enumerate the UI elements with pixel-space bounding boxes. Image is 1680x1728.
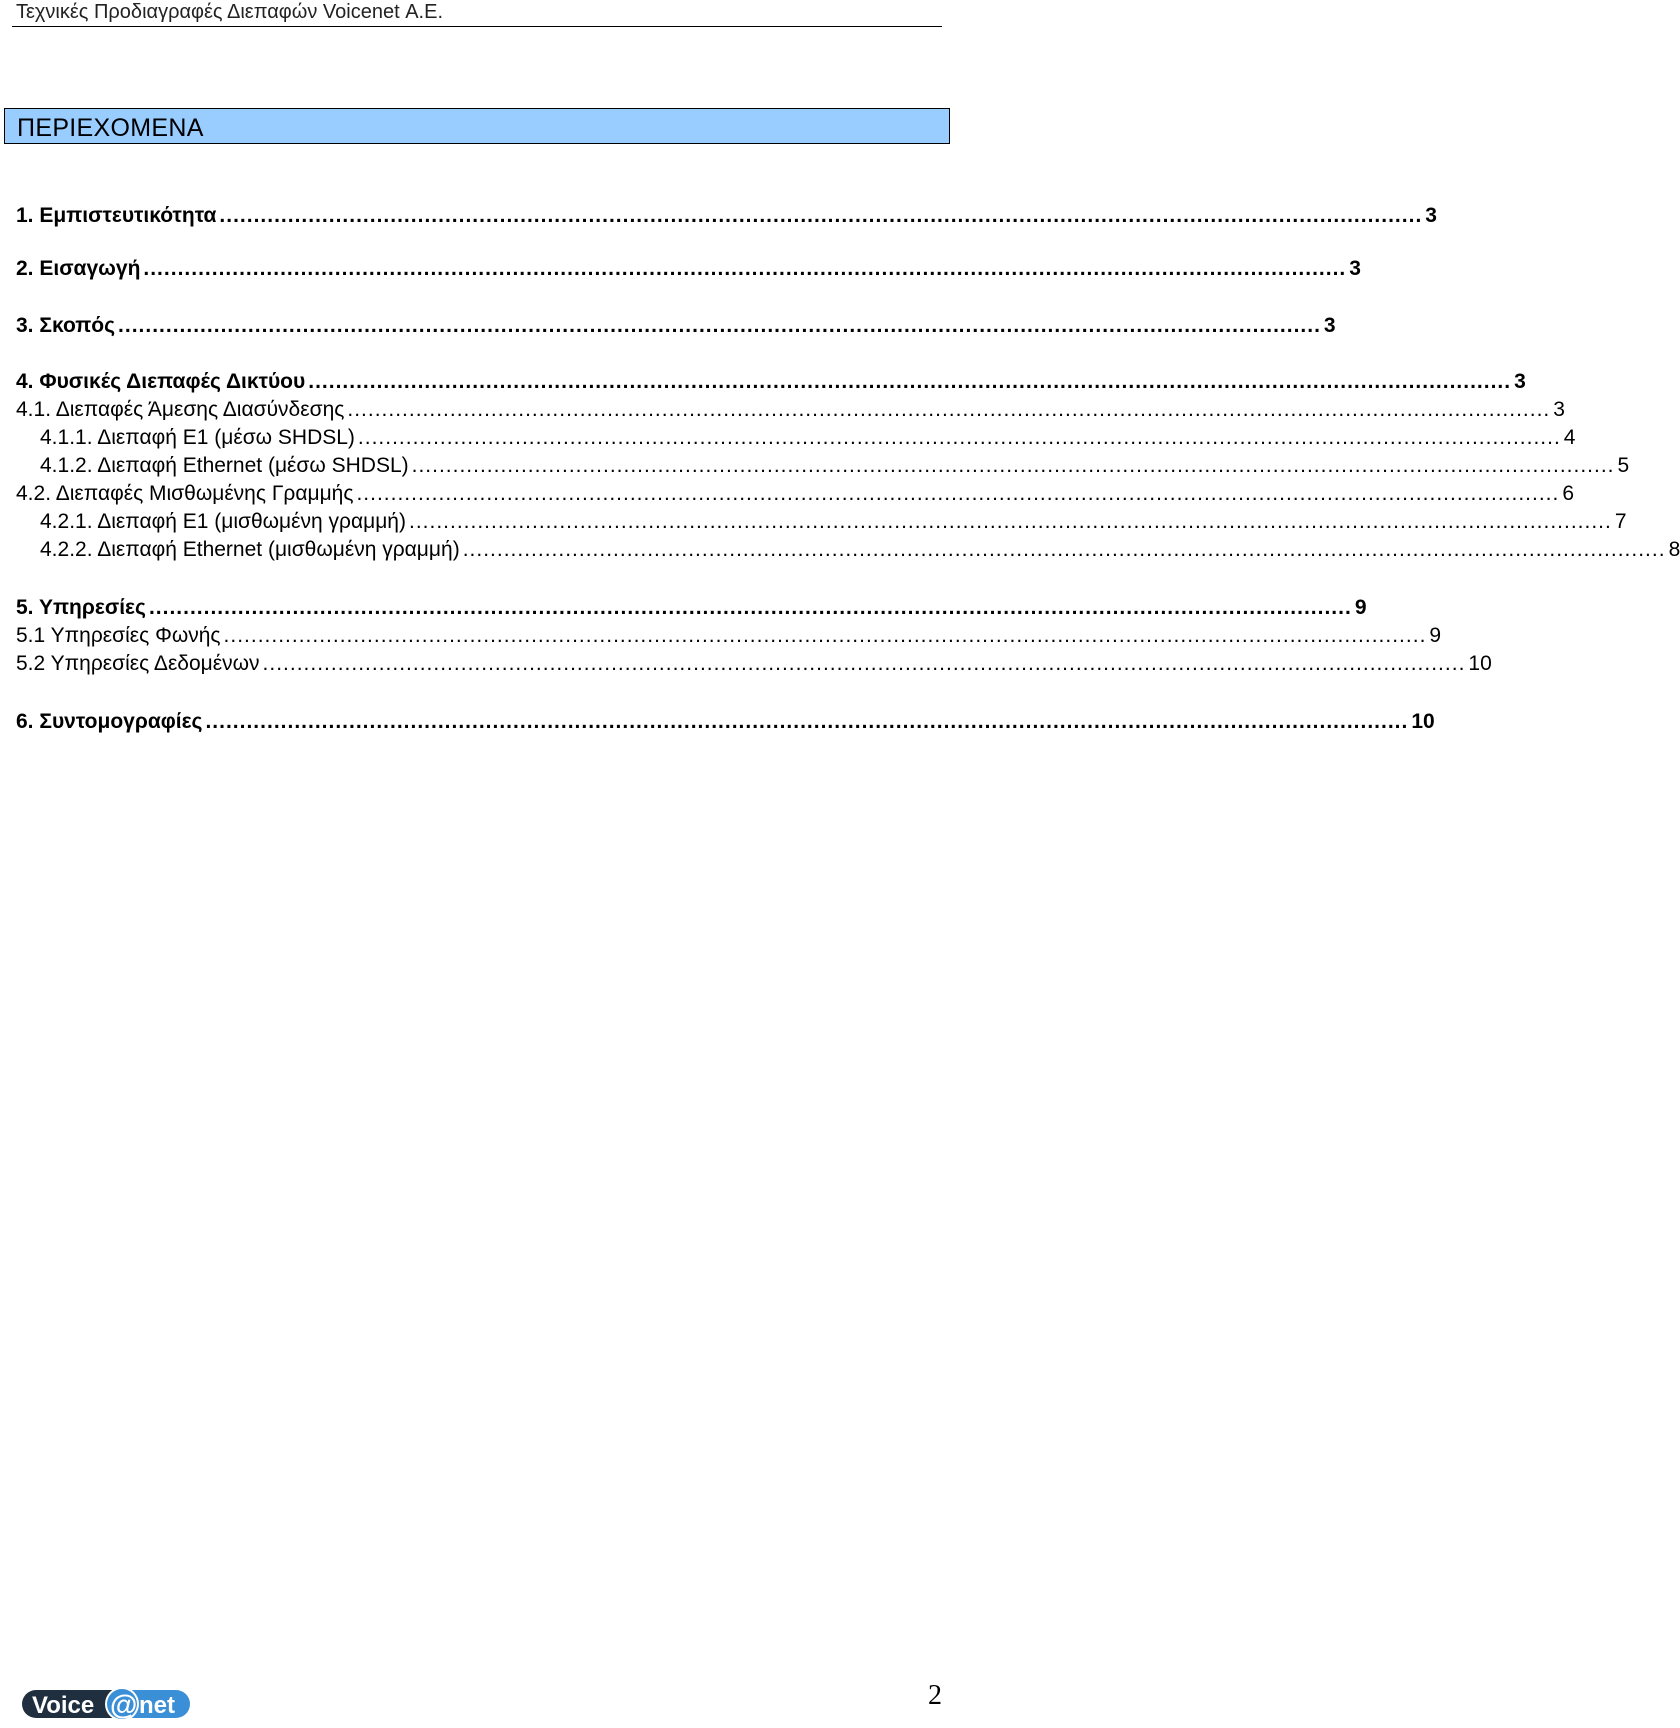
- toc-leader: ................................................................................................................................................................................: [148, 596, 1352, 619]
- toc-entry-text: 6. Συντομογραφίες: [16, 710, 203, 733]
- toc-leader: ................................................................................................................................................................................: [143, 257, 1347, 280]
- toc-leader: ................................................................................................................................................................................: [223, 624, 1427, 647]
- toc-entry-page: 3: [1514, 370, 1526, 393]
- document-title: Τεχνικές Προδιαγραφές Διεπαφών Voicenet Α.Ε.: [16, 1, 444, 23]
- toc-entry[interactable]: [16, 364, 1526, 394]
- toc-entry-text: 4.1.1. Διεπαφή E1 (μέσω SHDSL): [40, 426, 355, 449]
- toc-leader: ................................................................................................................................................................................: [205, 710, 1409, 733]
- toc-leader: ................................................................................................................................................................................: [308, 370, 1512, 393]
- toc-title: ΠΕΡΙΕΧΟΜΕΝΑ: [17, 114, 204, 142]
- toc-entry[interactable]: [16, 618, 1442, 648]
- page-header: [12, 0, 942, 27]
- toc-entry-page: 4: [1563, 426, 1576, 449]
- toc-entry-page: 8: [1668, 538, 1680, 561]
- logo-text-voice: Voice: [32, 1692, 95, 1719]
- toc-entry-text: 4.2. Διεπαφές Μισθωμένης Γραμμής: [16, 482, 354, 505]
- toc-entry-page: 3: [1349, 257, 1361, 280]
- toc-entry[interactable]: [16, 704, 1435, 734]
- toc-entry-text: 4.1.2. Διεπαφή Ethernet (μέσω SHDSL): [40, 454, 409, 477]
- toc-entry[interactable]: [16, 308, 1336, 338]
- toc-entry-text: 3. Σκοπός: [16, 314, 116, 337]
- toc-entry-text: 4.2.1. Διεπαφή E1 (μισθωμένη γραμμή): [40, 510, 406, 533]
- toc-entry-page: 7: [1614, 510, 1627, 533]
- toc-entry-page: 5: [1617, 454, 1630, 477]
- toc-leader: ................................................................................................................................................................................: [347, 398, 1551, 421]
- toc-entry-page: 10: [1411, 710, 1435, 733]
- toc-entry-page: 9: [1429, 624, 1442, 647]
- toc-entry[interactable]: [16, 198, 1437, 228]
- toc-entry[interactable]: [40, 448, 1630, 478]
- toc-entry[interactable]: [16, 590, 1367, 620]
- toc-entry[interactable]: [16, 392, 1565, 422]
- toc-banner: [4, 108, 950, 144]
- toc-entry-page: 3: [1323, 314, 1336, 337]
- toc-leader: ................................................................................................................................................................................: [356, 482, 1560, 505]
- toc-entry[interactable]: [16, 251, 1361, 281]
- toc-entry[interactable]: [40, 532, 1680, 562]
- toc-entry[interactable]: [40, 504, 1627, 534]
- toc-entry[interactable]: [16, 646, 1492, 676]
- toc-entry-page: 3: [1553, 398, 1565, 421]
- toc-entry-text: 5.1 Υπηρεσίες Φωνής: [16, 624, 221, 647]
- toc-entry-text: 5. Υπηρεσίες: [16, 596, 146, 619]
- toc-entry-page: 3: [1425, 204, 1437, 227]
- toc-leader: ................................................................................................................................................................................: [262, 652, 1466, 675]
- toc-entry-page: 10: [1468, 652, 1492, 675]
- toc-leader: ................................................................................................................................................................................: [219, 204, 1423, 227]
- logo-text-at: @: [110, 1689, 138, 1720]
- toc-entry-page: 6: [1562, 482, 1575, 505]
- toc-entry-text: 4.2.2. Διεπαφή Ethernet (μισθωμένη γραμμή): [40, 538, 460, 561]
- logo-text-net: net: [139, 1692, 175, 1719]
- voicenet-logo: [22, 1686, 190, 1722]
- toc-leader: ................................................................................................................................................................................: [118, 314, 1321, 337]
- toc-leader: ................................................................................................................................................................................: [357, 426, 1561, 449]
- toc-entry-text: 1. Εμπιστευτικότητα: [16, 204, 217, 227]
- page-number: 2: [928, 1680, 942, 1711]
- toc-leader: ................................................................................................................................................................................: [411, 454, 1615, 477]
- toc-entry-text: 5.2 Υπηρεσίες Δεδομένων: [16, 652, 260, 675]
- toc-leader: ................................................................................................................................................................................: [408, 510, 1612, 533]
- toc-entry[interactable]: [40, 420, 1576, 450]
- toc-entry-text: 4. Φυσικές Διεπαφές Δικτύου: [16, 370, 306, 393]
- toc-entry-page: 9: [1354, 596, 1367, 619]
- toc-entry[interactable]: [16, 476, 1575, 506]
- toc-entry-text: 2. Εισαγωγή: [16, 257, 141, 280]
- toc-leader: ................................................................................................................................................................................: [462, 538, 1666, 561]
- toc-entry-text: 4.1. Διεπαφές Άμεσης Διασύνδεσης: [16, 398, 345, 421]
